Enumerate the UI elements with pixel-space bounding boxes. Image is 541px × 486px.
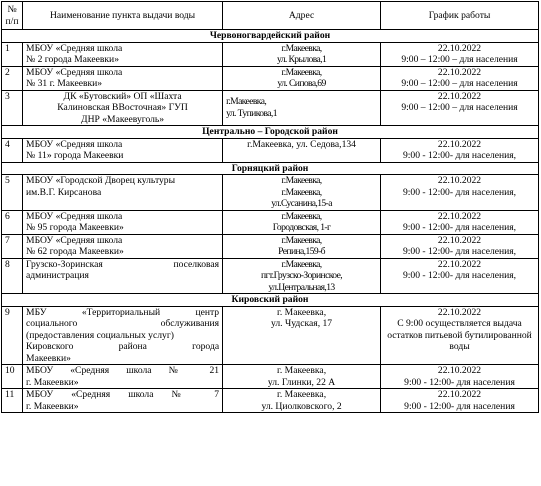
- row-address: г.Макеевка, г.Макеевка, ул.Сусанина,15-а: [223, 175, 381, 211]
- row-name: ДК «Бутовский» ОП «Шахта Калиновская ВВосточная» ГУП ДНР «Макеевуголь»: [23, 90, 223, 126]
- row-schedule: 22.10.2022 9:00 – 12:00 – для населения: [381, 90, 539, 126]
- row-num: 8: [2, 258, 23, 294]
- row-name: МБОУ «Средняя школа № 31 г. Макеевки»: [23, 66, 223, 90]
- row-name: МБОУ «Средняя школа № 2 города Макеевки»: [23, 42, 223, 66]
- row-address: г. Макеевка, ул. Глинки, 22 А: [223, 365, 381, 389]
- row-num: 3: [2, 90, 23, 126]
- row-schedule: 22.10.2022 9:00 - 12:00- для населения,: [381, 138, 539, 162]
- table-row: [2, 258, 539, 294]
- row-address: г.Макеевка, ул. Седова,134: [223, 138, 381, 162]
- row-num: 11: [2, 389, 23, 413]
- table-row: [2, 389, 539, 413]
- row-num: 4: [2, 138, 23, 162]
- district-row: [2, 162, 539, 175]
- table-row: [2, 175, 539, 211]
- row-address: г.Макеевка, ул. Сипова,69: [223, 66, 381, 90]
- table-row: [2, 210, 539, 234]
- row-address: г. Макеевка, ул. Циолковского, 2: [223, 389, 381, 413]
- table-row: [2, 306, 539, 365]
- row-schedule: 22.10.2022 9:00 - 12:00- для населения,: [381, 210, 539, 234]
- district-title: Кировский район: [2, 294, 539, 307]
- table-header-row: [2, 2, 539, 30]
- water-distribution-table: [1, 1, 539, 413]
- row-name: МБОУ «Средняя школа № 7 г. Макеевки»: [23, 389, 223, 413]
- header-num: № п/п: [2, 2, 23, 30]
- row-address: г.Макеевка, Городовская, 1-г: [223, 210, 381, 234]
- row-name: МБОУ «Средняя школа № 95 города Макеевки»: [23, 210, 223, 234]
- district-row: [2, 30, 539, 43]
- row-num: 9: [2, 306, 23, 365]
- row-address: г.Макеевка, ул. Тупикова,1: [223, 90, 381, 126]
- row-num: 6: [2, 210, 23, 234]
- table-row: [2, 234, 539, 258]
- header-address: Адрес: [223, 2, 381, 30]
- row-num: 2: [2, 66, 23, 90]
- row-name: МБОУ «Средняя школа № 62 города Макеевки»: [23, 234, 223, 258]
- row-schedule: 22.10.2022 9:00 - 12:00- для населения: [381, 389, 539, 413]
- district-row: [2, 294, 539, 307]
- row-schedule: 22.10.2022 9:00 - 12:00- для населения,: [381, 234, 539, 258]
- row-schedule: 22.10.2022 9:00 - 12:00- для населения,: [381, 175, 539, 211]
- table-row: [2, 365, 539, 389]
- row-schedule: 22.10.2022 9:00 - 12:00- для населения: [381, 365, 539, 389]
- table-row: [2, 138, 539, 162]
- row-num: 10: [2, 365, 23, 389]
- district-title: Горняцкий район: [2, 162, 539, 175]
- table-row: [2, 42, 539, 66]
- row-schedule: 22.10.2022 9:00 - 12:00- для населения,: [381, 258, 539, 294]
- row-name: МБУ «Территориальный центр социального обслуживания (предоставления социальных услуг) Кировского района города Макеевки»: [23, 306, 223, 365]
- row-num: 5: [2, 175, 23, 211]
- row-name: МБОУ «Средняя школа № 11» города Макеевки: [23, 138, 223, 162]
- row-address: г.Макеевка, ул. Крылова,1: [223, 42, 381, 66]
- row-address: г.Макеевка, Репина,159-б: [223, 234, 381, 258]
- row-num: 7: [2, 234, 23, 258]
- table-row: [2, 66, 539, 90]
- row-name: МБОУ «Средняя школа № 21 г. Макеевки»: [23, 365, 223, 389]
- district-row: [2, 126, 539, 139]
- row-address: г.Макеевка, пгт.Грузско-Зоринское, ул.Центральная,13: [223, 258, 381, 294]
- header-schedule: График работы: [381, 2, 539, 30]
- row-address: г. Макеевка, ул. Чудская, 17: [223, 306, 381, 365]
- row-schedule: 22.10.2022 9:00 – 12:00 – для населения: [381, 42, 539, 66]
- row-name: Грузско-Зоринская поселковая администрация: [23, 258, 223, 294]
- district-title: Центрально – Городской район: [2, 126, 539, 139]
- header-name: Наименование пункта выдачи воды: [23, 2, 223, 30]
- row-num: 1: [2, 42, 23, 66]
- district-title: Червоногвардейский район: [2, 30, 539, 43]
- table-row: [2, 90, 539, 126]
- row-schedule: 22.10.2022 С 9:00 осуществляется выдача остатков питьевой бутилированной воды: [381, 306, 539, 365]
- row-name: МБОУ «Городской Дворец культуры им.В.Г. Кирсанова: [23, 175, 223, 211]
- row-schedule: 22.10.2022 9:00 – 12:00 – для населения: [381, 66, 539, 90]
